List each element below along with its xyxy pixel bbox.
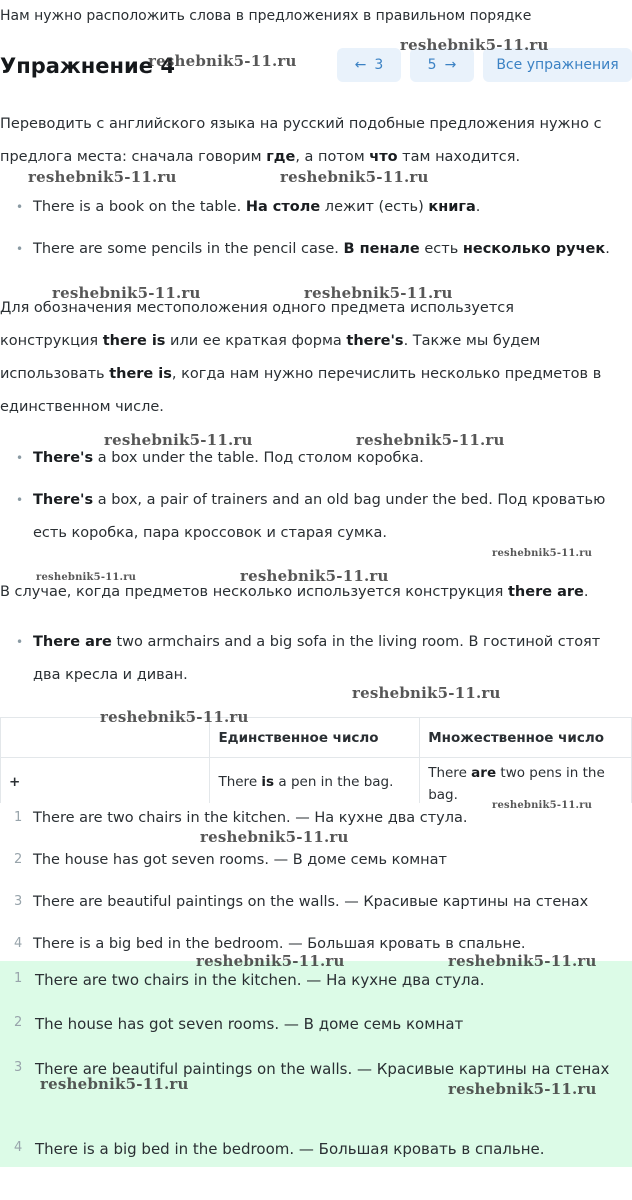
arrow-right-icon: → bbox=[444, 57, 457, 73]
intro-line-2: предлога места: сначала говорим где, а потом что там находится. bbox=[0, 149, 521, 165]
para2-line-1: Для обозначения местоположения одного предмета используется bbox=[0, 300, 514, 316]
watermark: reshebnik5-11.ru bbox=[36, 572, 137, 583]
watermark: reshebnik5-11.ru bbox=[280, 168, 429, 186]
bullet-icon: • bbox=[16, 635, 24, 649]
para2-line-2: конструкция there is или ее краткая форма there's. Также мы будем bbox=[0, 333, 541, 349]
grammar-table-wrapper bbox=[0, 717, 632, 803]
watermark: reshebnik5-11.ru bbox=[52, 284, 201, 302]
grammar-table bbox=[0, 717, 632, 803]
all-exercises-label: Все упражнения bbox=[496, 57, 619, 73]
table-cell-sign: + bbox=[1, 758, 210, 804]
para3: В случае, когда предметов несколько используется конструкция there are. bbox=[0, 584, 589, 600]
bullet-icon: • bbox=[16, 451, 24, 465]
page-subtitle: Нам нужно расположить слова в предложениях в правильном порядке bbox=[0, 8, 532, 24]
table-cell: There are two pens in the bag. bbox=[420, 758, 632, 804]
list-item: • There is a book on the table. На столе лежит (есть) книга. bbox=[0, 191, 632, 224]
watermark: reshebnik5-11.ru bbox=[196, 952, 345, 970]
list-item: • There's a box under the table. Под столом коробка. bbox=[0, 442, 632, 475]
arrow-left-icon: ← bbox=[354, 57, 367, 73]
list-item: • There are two armchairs and a big sofa in the living room. В гостиной стоят два кресла и диван. bbox=[0, 626, 632, 692]
para2-line-4: единственном числе. bbox=[0, 399, 164, 415]
watermark: reshebnik5-11.ru bbox=[492, 548, 593, 559]
intro-line-1: Переводить с английского языка на русский подобные предложения нужно с bbox=[0, 116, 602, 132]
list-item: • There's a box, a pair of trainers and an old bag under the bed. Под кроватью есть коробка, пара кроссовок и старая сумка. bbox=[0, 484, 632, 550]
watermark: reshebnik5-11.ru bbox=[492, 800, 593, 811]
watermark: reshebnik5-11.ru bbox=[448, 952, 597, 970]
watermark: reshebnik5-11.ru bbox=[400, 36, 549, 54]
watermark: reshebnik5-11.ru bbox=[148, 52, 297, 70]
watermark: reshebnik5-11.ru bbox=[100, 708, 249, 726]
watermark: reshebnik5-11.ru bbox=[28, 168, 177, 186]
answer-box: 1 There are two chairs in the kitchen. — На кухне два стула. 2 The house has got seven rooms. — В доме семь комнат 3 There are beautiful paintings on the walls. — Красивые картины на стенах 4 There is a big bed in the bedroom. — Большая кровать в спальне. bbox=[0, 961, 632, 1167]
watermark: reshebnik5-11.ru bbox=[40, 1075, 189, 1093]
watermark: reshebnik5-11.ru bbox=[356, 431, 505, 449]
list-item: • There are some pencils in the pencil case. В пенале есть несколько ручек. bbox=[0, 233, 632, 266]
watermark: reshebnik5-11.ru bbox=[352, 684, 501, 702]
table-cell: There is a pen in the bag. bbox=[210, 758, 420, 804]
para2-line-3: использовать there is, когда нам нужно перечислить несколько предметов в bbox=[0, 366, 602, 382]
table-header-cell: Множественное число bbox=[420, 718, 632, 758]
table-header-cell: Единственное число bbox=[210, 718, 420, 758]
bullet-icon: • bbox=[16, 493, 24, 507]
bullet-icon: • bbox=[16, 242, 24, 256]
page-title: Упражнение 4 bbox=[0, 54, 175, 78]
watermark: reshebnik5-11.ru bbox=[104, 431, 253, 449]
watermark: reshebnik5-11.ru bbox=[200, 828, 349, 846]
prev-exercise-button[interactable] bbox=[337, 48, 401, 82]
watermark: reshebnik5-11.ru bbox=[448, 1080, 597, 1098]
bullet-icon: • bbox=[16, 200, 24, 214]
watermark: reshebnik5-11.ru bbox=[304, 284, 453, 302]
watermark: reshebnik5-11.ru bbox=[240, 567, 389, 585]
next-exercise-label: 5 bbox=[427, 57, 437, 73]
prev-exercise-label: 3 bbox=[374, 57, 384, 73]
